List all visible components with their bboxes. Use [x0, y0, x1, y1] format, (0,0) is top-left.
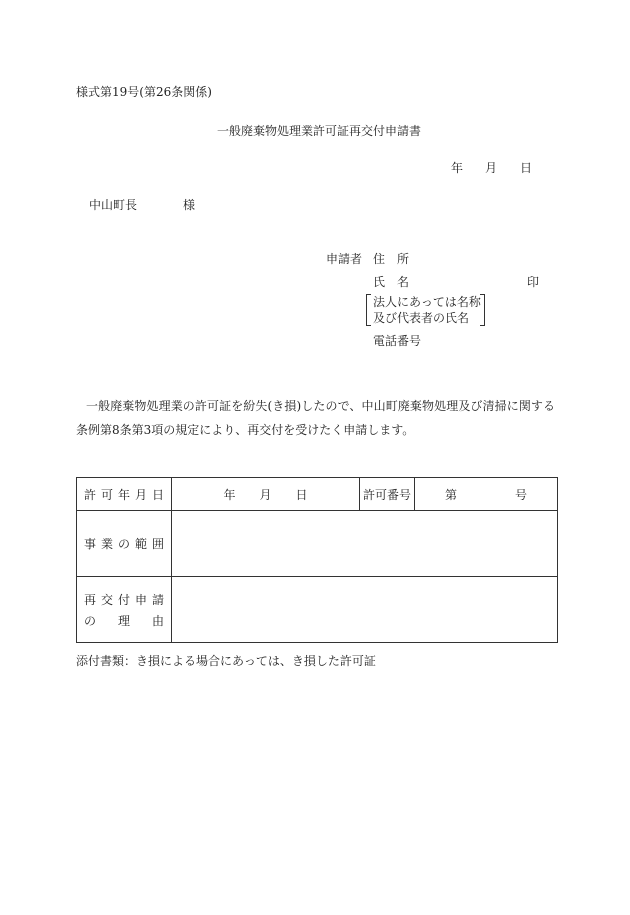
phone-label: 電話番号 — [373, 334, 422, 348]
addressee-name: 中山町長 — [89, 198, 138, 212]
permit-number-label-cell — [360, 478, 415, 511]
permit-number-label: 許可番号 — [362, 487, 411, 502]
reason-label-line1: 再 交 付 申 請 — [84, 592, 164, 607]
permit-number-suffix: 号 — [514, 487, 527, 502]
document-title: 一般廃棄物処理業許可証再交付申請書 — [217, 124, 422, 138]
reason-value-cell[interactable] — [172, 577, 558, 643]
body-text-line1: 一般廃棄物処理業の許可証を紛失(き損)したので、中山町廃棄物処理及び清掃に関する — [86, 399, 556, 413]
business-scope-label-cell — [77, 511, 172, 577]
footer-note: 添付書類：き損による場合にあっては、き損した許可証 — [76, 654, 376, 668]
permit-date-value-cell[interactable] — [172, 478, 360, 511]
table-row-permit-date — [77, 478, 558, 511]
table-row-business-scope — [77, 511, 558, 577]
permit-table — [76, 477, 558, 643]
business-scope-value-cell[interactable] — [172, 511, 558, 577]
permit-date-label: 許 可 年 月 日 — [84, 487, 164, 502]
addressee-honorific: 様 — [183, 198, 196, 212]
permit-date-value: 年 月 日 — [223, 487, 308, 502]
permit-number-value-cell[interactable] — [415, 478, 558, 511]
table-row-reason — [77, 577, 558, 643]
corp-note-line1: 法人にあっては名称 — [373, 295, 481, 309]
applicant-label: 申請者 — [326, 252, 363, 266]
address-label: 住 所 — [373, 252, 410, 266]
form-number: 様式第19号(第26条関係) — [76, 85, 212, 99]
date-day: 日 — [520, 161, 533, 175]
corp-note-line2: 及び代表者の氏名 — [373, 311, 470, 325]
date-month: 月 — [485, 161, 498, 175]
reason-label-line2: の 理 由 — [84, 613, 164, 628]
reason-label-cell — [77, 577, 172, 643]
body-text-line2: 条例第8条第3項の規定により、再交付を受けたく申請します。 — [76, 423, 415, 437]
corp-note-bracket-left — [366, 294, 371, 326]
date-year: 年 — [451, 161, 464, 175]
corp-note-bracket-right — [480, 294, 485, 326]
permit-number-prefix: 第 — [445, 487, 458, 502]
permit-date-label-cell — [77, 478, 172, 511]
business-scope-label: 事 業 の 範 囲 — [84, 537, 164, 551]
name-label: 氏 名 — [373, 275, 410, 289]
seal-mark: 印 — [527, 275, 540, 289]
